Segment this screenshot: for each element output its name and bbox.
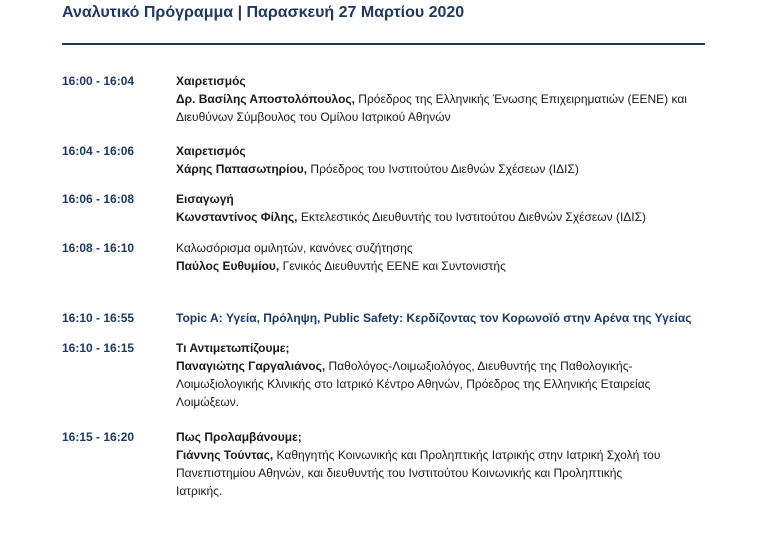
- speaker-role-cont: Διευθύνων Σύμβουλος του Ομίλου Ιατρικού Αθηνών: [176, 110, 451, 124]
- speaker-role: Πρόεδρος της Ελληνικής Ένωσης Επιχειρηματιών (ΕΕΝΕ) και: [354, 92, 687, 106]
- entry-speaker-line: [176, 208, 736, 226]
- speaker-name: Κωνσταντίνος Φίλης,: [176, 210, 298, 224]
- entry-heading: Χαιρετισμός: [176, 144, 246, 158]
- speaker-role-cont: Λοιμωξιολογικής Κλινικής στο Ιατρικό Κέντρο Αθηνών, Πρόεδρος της Ελληνικής Εταιρείας: [176, 377, 651, 391]
- entry-body: [176, 72, 736, 126]
- speaker-name: Παύλος Ευθυμίου,: [176, 259, 280, 273]
- speaker-name: Χάρης Παπασωτηρίου,: [176, 162, 308, 176]
- entry-time: 16:08 - 16:10: [62, 241, 135, 255]
- entry-time: 16:10 - 16:15: [62, 341, 135, 355]
- entry-description: Καλωσόρισμα ομιλητών, κανόνες συζήτησης: [176, 241, 413, 255]
- topic-title: Topic A: Υγεία, Πρόληψη, Public Safety: Κερδίζοντας τον Κορωνοϊό στην Αρένα της Υγείας: [176, 311, 692, 325]
- entry-speaker-line: [176, 160, 736, 178]
- speaker-role: Γενικός Διευθυντής ΕΕΝΕ και Συντονιστής: [279, 259, 506, 273]
- title-divider: [62, 43, 705, 45]
- entry-time: 16:15 - 16:20: [62, 430, 135, 444]
- entry-body: [176, 239, 736, 275]
- entry-time: 16:06 - 16:08: [62, 192, 135, 206]
- speaker-name: Δρ. Βασίλης Αποστολόπουλος,: [176, 92, 355, 106]
- entry-body: [176, 309, 736, 327]
- entry-time: 16:00 - 16:04: [62, 74, 135, 88]
- page-title: Αναλυτικό Πρόγραμμα | Παρασκευή 27 Μαρτίου 2020: [62, 4, 465, 21]
- entry-time: 16:04 - 16:06: [62, 144, 135, 158]
- entry-heading: Χαιρετισμός: [176, 74, 246, 88]
- entry-speaker-line: [176, 90, 736, 108]
- speaker-role-cont: Λοιμώξεων.: [176, 395, 240, 409]
- entry-speaker-line: [176, 357, 736, 375]
- entry-speaker-line: [176, 257, 736, 275]
- entry-body: [176, 190, 736, 226]
- speaker-name: Γιάννης Τούντας,: [176, 448, 274, 462]
- speaker-role: Πρόεδρος του Ινστιτούτου Διεθνών Σχέσεων (ΙΔΙΣ): [307, 162, 579, 176]
- speaker-role: Εκτελεστικός Διευθυντής του Ινστιτούτου Διεθνών Σχέσεων (ΙΔΙΣ): [297, 210, 647, 224]
- entry-speaker-line: [176, 446, 736, 464]
- speaker-role: Παθολόγος-Λοιμωξιολόγος, Διευθυντής της Παθολογικής-: [325, 359, 633, 373]
- entry-heading: Πως Προλαμβάνουμε;: [176, 430, 302, 444]
- entry-heading: Εισαγωγή: [176, 192, 234, 206]
- entry-heading: Τι Αντιμετωπίζουμε;: [176, 341, 290, 355]
- entry-body: [176, 339, 736, 411]
- entry-body: [176, 142, 736, 178]
- entry-body: [176, 428, 736, 500]
- speaker-role-cont: Πανεπιστημίου Αθηνών, και διευθυντής του Ινστιτούτου Κοινωνικής και Προληπτικής: [176, 466, 623, 480]
- speaker-role: Καθηγητής Κοινωνικής και Προληπτικής Ιατρικής στην Ιατρική Σχολή του: [273, 448, 661, 462]
- speaker-name: Παναγιώτης Γαργαλιάνος,: [176, 359, 326, 373]
- speaker-role-cont: Ιατρικής.: [176, 484, 223, 498]
- entry-time: 16:10 - 16:55: [62, 311, 135, 325]
